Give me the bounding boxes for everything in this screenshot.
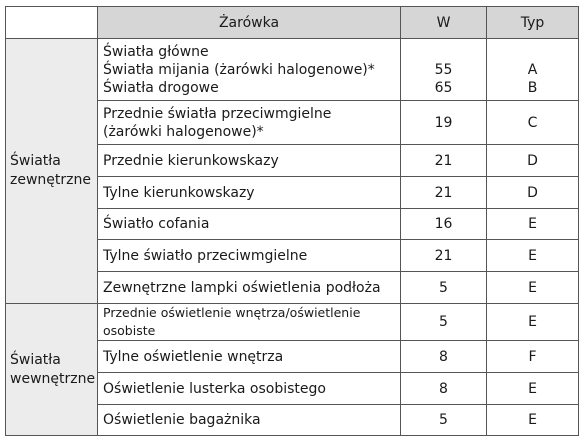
bulb-name-cell [98, 101, 401, 145]
type-cell: F [487, 341, 579, 373]
type-cell: C [487, 101, 579, 145]
category-label-line: zewnętrzne [10, 172, 91, 188]
watt-value-line [401, 43, 486, 61]
type-cell: E [487, 373, 579, 405]
type-cell: E [487, 304, 579, 341]
type-cell: E [487, 240, 579, 272]
bulb-name-cell: Tylne oświetlenie wnętrza [98, 341, 401, 373]
bulb-spec-table [5, 6, 579, 436]
category-label-line: Światła [10, 153, 61, 169]
bulb-name-cell: Zewnętrzne lampki oświetlenia podłoża [98, 272, 401, 304]
header-watt: W [401, 7, 487, 39]
type-value-line: A [527, 61, 538, 78]
watt-cell: 8 [401, 373, 487, 405]
category-label-line: Światła [10, 351, 61, 368]
bulb-name-cell: Tylne światło przeciwmgielne [98, 240, 401, 272]
type-cell: E [487, 272, 579, 304]
bulb-name-cell: Przednie oświetlenie wnętrza/oświetlenie osobiste [98, 304, 401, 341]
type-value-line: B [527, 79, 538, 96]
bulb-name-cell: Tylne kierunkowskazy [98, 177, 401, 209]
type-cell: E [487, 209, 579, 240]
category-interior [6, 304, 98, 436]
bulb-name-cell: Przednie kierunkowskazy [98, 145, 401, 177]
table-header-row [6, 7, 579, 39]
watt-value-line: 65 [434, 79, 453, 96]
watt-value-line: 55 [434, 61, 453, 78]
watt-cell: 5 [401, 272, 487, 304]
bulb-name-line: Światła drogowe [103, 79, 219, 96]
watt-cell: 8 [401, 341, 487, 373]
header-blank-cell [6, 7, 98, 39]
bulb-name-cell: Oświetlenie bagażnika [98, 405, 401, 436]
watt-cell: 21 [401, 240, 487, 272]
category-label-line: wewnętrzne [10, 370, 96, 387]
category-exterior [6, 39, 98, 304]
watt-cell: 5 [401, 304, 487, 341]
watt-cell: 19 [401, 101, 487, 145]
bulb-name-line: Przednie światła przeciwmgielne [103, 105, 332, 122]
bulb-name-cell [98, 39, 401, 101]
type-cell: D [487, 145, 579, 177]
header-type: Typ [487, 7, 579, 39]
watt-cell: 21 [401, 145, 487, 177]
watt-cell: 16 [401, 209, 487, 240]
type-value-line [487, 43, 578, 61]
header-bulb: Żarówka [98, 7, 401, 39]
type-cell: D [487, 177, 579, 209]
bulb-name-line: Światła mijania (żarówki halogenowe)* [103, 61, 375, 78]
table-row [6, 304, 579, 341]
table-row [6, 39, 579, 101]
watt-cell [401, 39, 487, 101]
bulb-name-line: Światła główne [103, 43, 209, 60]
watt-cell: 5 [401, 405, 487, 436]
watt-cell: 21 [401, 177, 487, 209]
type-cell [487, 39, 579, 101]
bulb-name-cell: Oświetlenie lusterka osobistego [98, 373, 401, 405]
bulb-name-cell: Światło cofania [98, 209, 401, 240]
type-cell: E [487, 405, 579, 436]
bulb-name-line: (żarówki halogenowe)* [103, 123, 264, 140]
